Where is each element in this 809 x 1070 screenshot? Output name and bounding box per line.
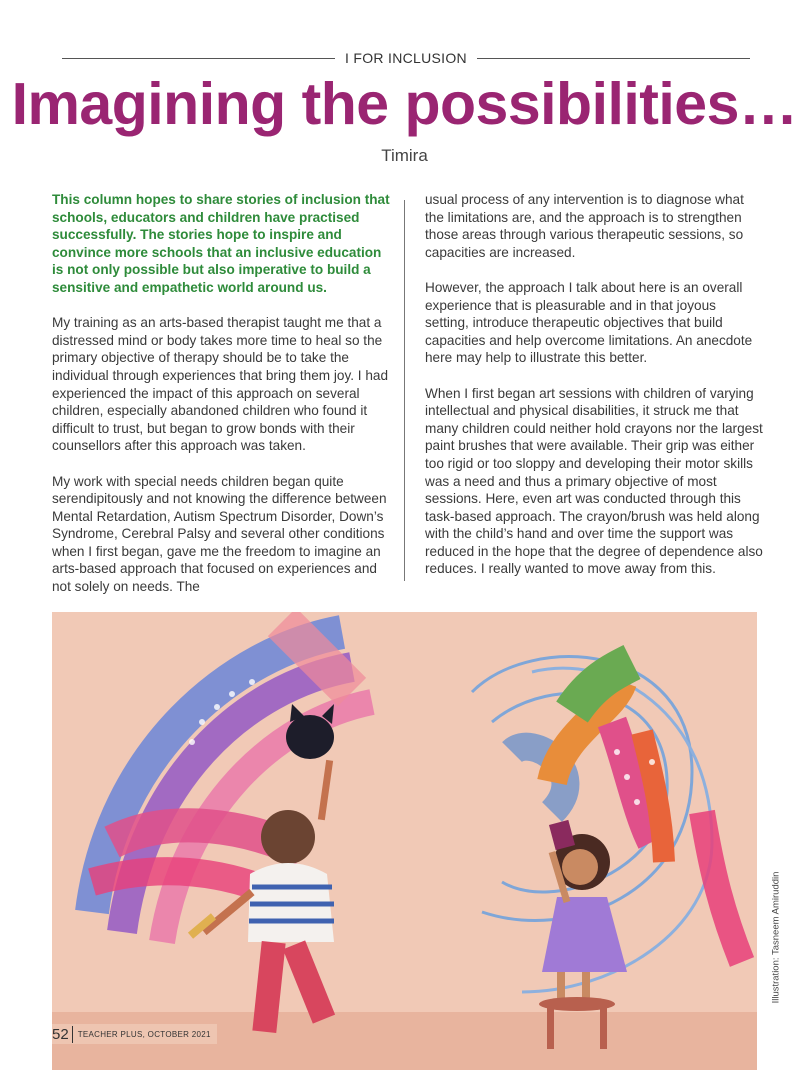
illustration-credit-text: Illustration: Tasneem Amiruddin (770, 871, 782, 1004)
publication-name: TEACHER PLUS, OCTOBER 2021 (77, 1029, 211, 1039)
body-paragraph: However, the approach I talk about here is an overall experience that is pleasurable and in that joyous setting, introduce therapeutic objectives that build capacities and help overcome limitations. An anecdote here may help to illustrate this better. (425, 279, 753, 366)
column-left (52, 191, 392, 613)
section-header (62, 50, 750, 66)
body-paragraph: usual process of any intervention is to diagnose what the limitations are, and the approach is to strengthen those areas through various therapeutic sessions, so capacities are increased. (425, 192, 744, 260)
header-rule-left (62, 58, 335, 59)
intro-paragraph: This column hopes to share stories of inclusion that schools, educators and children have practised successfully. The stories hope to inspire and convince more schools that an inclusive education is not only possible but also imperative to build a sensitive and empathetic world around us. (52, 192, 390, 295)
footer-divider (72, 1026, 73, 1043)
body-paragraph: My training as an arts-based therapist taught me that a distressed mind or body takes more time to heal so the primary objective of therapy should be to take the individual through experiences that bring them joy. I had experienced the impact of this approach on several children, especially abandoned children who found it difficult to trust, but began to grow bonds with their counsellors after this approach was taken. (52, 315, 389, 454)
column-divider (404, 200, 405, 581)
section-label: I FOR INCLUSION (345, 50, 467, 66)
column-right (425, 191, 763, 596)
page-number: 52 (52, 1025, 69, 1043)
children-painting-illustration (52, 612, 757, 1070)
body-paragraph: When I first began art sessions with children of varying intellectual and physical disabilities, it struck me that many children could neither hold crayons nor the largest paint brushes that were available. Their grip was either too rigid or too sloppy and developing their motor skills was a need and thus a primary objective of most sessions. Here, even art was conducted through this task-based approach. The crayon/brush was held along with the child’s hand and over time the support was reduced in the hope that the degree of dependence also reduces. I really wanted to move away from this. (425, 385, 763, 577)
body-paragraph: My work with special needs children began quite serendipitously and not knowing the difference between Mental Retardation, Autism Spectrum Disorder, Down’s Syndrome, Cerebral Palsy and several other conditions when I first began, gave me the freedom to imagine an arts-based approach that focused on experiences and not solely on needs. The (52, 473, 387, 595)
article-author: Timira (381, 146, 428, 165)
article-title: Imagining the possibilities… (11, 71, 798, 137)
page-footer (52, 1024, 217, 1044)
header-rule-right (477, 58, 750, 59)
illustration-credit (758, 860, 782, 1020)
